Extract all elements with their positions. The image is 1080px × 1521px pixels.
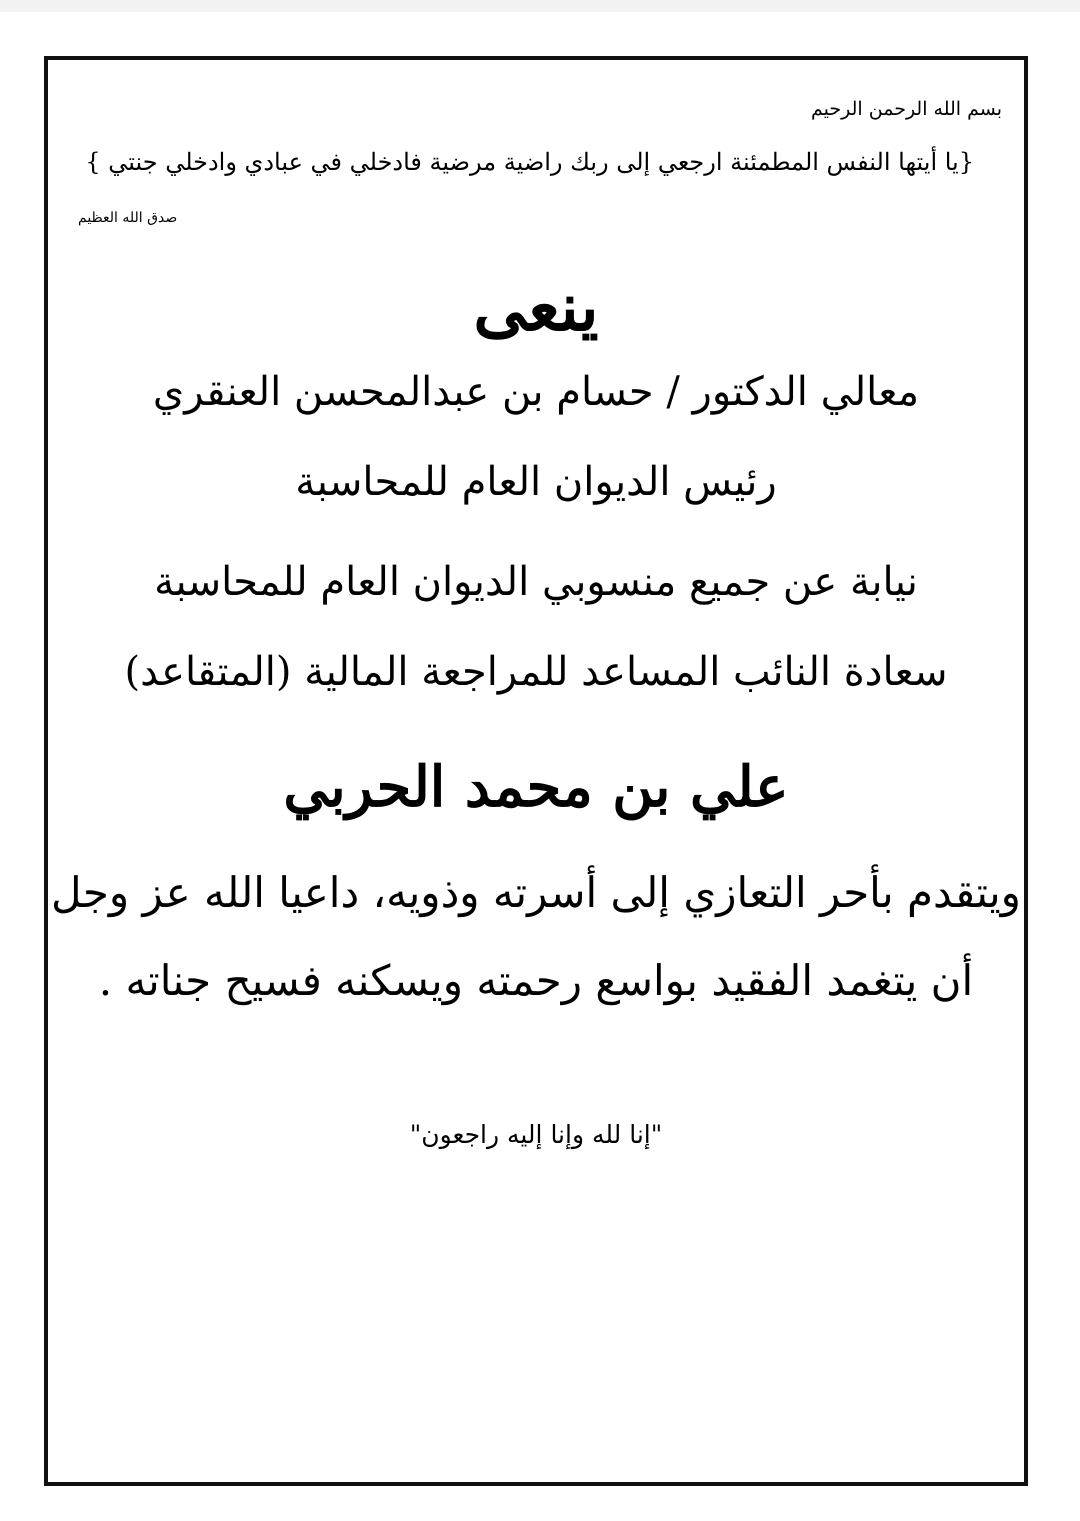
condolence-line-2: أن يتغمد الفقيد بواسع رحمته ويسكنه فسيح جناته . bbox=[98, 956, 974, 1005]
sadaq-text: صدق الله العظيم bbox=[78, 210, 178, 226]
announcer-title: رئيس الديوان العام للمحاسبة bbox=[295, 459, 777, 505]
closing-phrase: "إنا لله وإنا إليه راجعون" bbox=[409, 1120, 663, 1149]
quran-verse: {يا أيتها النفس المطمئنة ارجعي إلى ربك راضية مرضية فادخلي في عبادي وادخلي جنتي } bbox=[85, 148, 974, 176]
deceased-title: سعادة النائب المساعد للمراجعة المالية (المتقاعد) bbox=[124, 649, 948, 695]
announcer-name: معالي الدكتور / حسام بن عبدالمحسن العنقري bbox=[152, 369, 920, 415]
on-behalf-line: نيابة عن جميع منسوبي الديوان العام للمحاسبة bbox=[154, 559, 918, 605]
announcement-heading: ينعى bbox=[473, 268, 599, 346]
document-page bbox=[0, 12, 1080, 1521]
basmala-text: بسم الله الرحمن الرحيم bbox=[811, 98, 1002, 120]
deceased-name: علي بن محمد الحربي bbox=[283, 754, 789, 820]
border-frame bbox=[44, 56, 1028, 1486]
condolence-line-1: ويتقدم بأحر التعازي إلى أسرته وذويه، داعيا الله عز وجل bbox=[51, 868, 1021, 917]
